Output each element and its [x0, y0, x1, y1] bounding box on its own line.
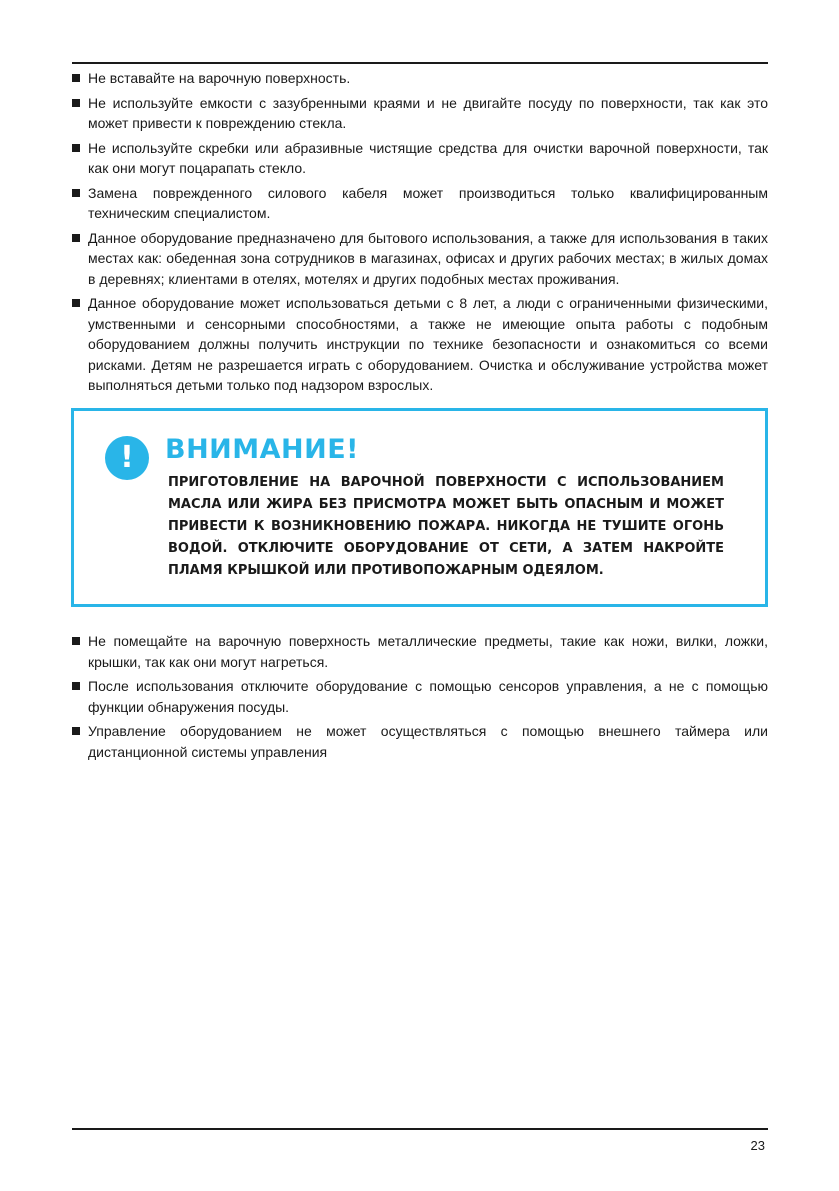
list-item-text: Не используйте скребки или абразивные чистящие средства для очистки варочной поверхности, так как они могут поцарапать стекло.	[88, 139, 768, 176]
list-item-text: После использования отключите оборудование с помощью сенсоров управления, а не с помощью функции обнаружения посуды.	[88, 678, 768, 715]
square-bullet-icon	[72, 727, 80, 735]
list-item	[72, 183, 768, 224]
warning-text: ПРИГОТОВЛЕНИЕ НА ВАРОЧНОЙ ПОВЕРХНОСТИ С ИСПОЛЬЗОВАНИЕМ МАСЛА ИЛИ ЖИРА БЕЗ ПРИСМОТРА МОЖЕТ БЫТЬ ОПАСНЫМ И МОЖЕТ ПРИВЕСТИ К ВОЗНИКНОВЕНИЮ ПОЖАРА. НИКОГДА НЕ ТУШИТЕ ОГОНЬ ВОДОЙ. ОТКЛЮЧИТЕ ОБОРУДОВАНИЕ ОТ СЕТИ, А ЗАТЕМ НАКРОЙТЕ ПЛАМЯ КРЫШКОЙ ИЛИ ПРОТИВОПОЖАРНЫМ ОДЕЯЛОМ.	[168, 475, 724, 578]
list-item	[72, 93, 768, 134]
list-item-text: Не вставайте на варочную поверхность.	[88, 70, 351, 86]
list-item	[72, 293, 768, 396]
list-item	[72, 68, 768, 89]
square-bullet-icon	[72, 189, 80, 197]
square-bullet-icon	[72, 234, 80, 242]
square-bullet-icon	[72, 99, 80, 107]
list-item-text: Данное оборудование может использоваться детьми с 8 лет, а люди с ограниченными физическими, умственными и сенсорными способностями, а также не имеющие опыта работы с подобным оборудованием должны получить инструкции по технике безопасности и ознакомиться со всеми рисками. Детям не разрешается играть с оборудованием. Очистка и обслуживание устройства может выполняться детьми только под надзором взрослых.	[88, 295, 768, 393]
list-item-text: Не используйте емкости с зазубренными краями и не двигайте посуду по поверхности, так как это может привести к повреждению стекла.	[88, 94, 768, 131]
list-item	[72, 631, 768, 672]
safety-list-bottom	[72, 631, 768, 766]
square-bullet-icon	[72, 74, 80, 82]
list-item	[72, 138, 768, 179]
list-item	[72, 676, 768, 717]
square-bullet-icon	[72, 637, 80, 645]
warning-box	[71, 408, 768, 607]
square-bullet-icon	[72, 682, 80, 690]
list-item-text: Замена поврежденного силового кабеля может производиться только квалифицированным техническим специалистом.	[88, 184, 768, 221]
square-bullet-icon	[72, 299, 80, 307]
bottom-divider	[72, 1128, 768, 1130]
list-item-text: Управление оборудованием не может осуществляться с помощью внешнего таймера или дистанционной системы управления	[88, 723, 768, 760]
warning-title: ВНИМАНИЕ!	[165, 434, 359, 465]
top-divider	[72, 62, 768, 64]
square-bullet-icon	[72, 144, 80, 152]
list-item-text: Данное оборудование предназначено для бытового использования, а также для использования в таких местах как: обеденная зона сотрудников в магазинах, офисах и других рабочих местах; в жилых домах в деревнях; клиентами в отелях, мотелях и других подобных местах проживания.	[88, 229, 768, 287]
list-item	[72, 721, 768, 762]
list-item	[72, 228, 768, 290]
safety-list-top	[72, 68, 768, 400]
exclamation-icon: !	[105, 436, 149, 480]
list-item-text: Не помещайте на варочную поверхность металлические предметы, такие как ножи, вилки, ложки, крышки, так как они могут нагреться.	[88, 633, 768, 670]
page-number: 23	[750, 1138, 765, 1153]
